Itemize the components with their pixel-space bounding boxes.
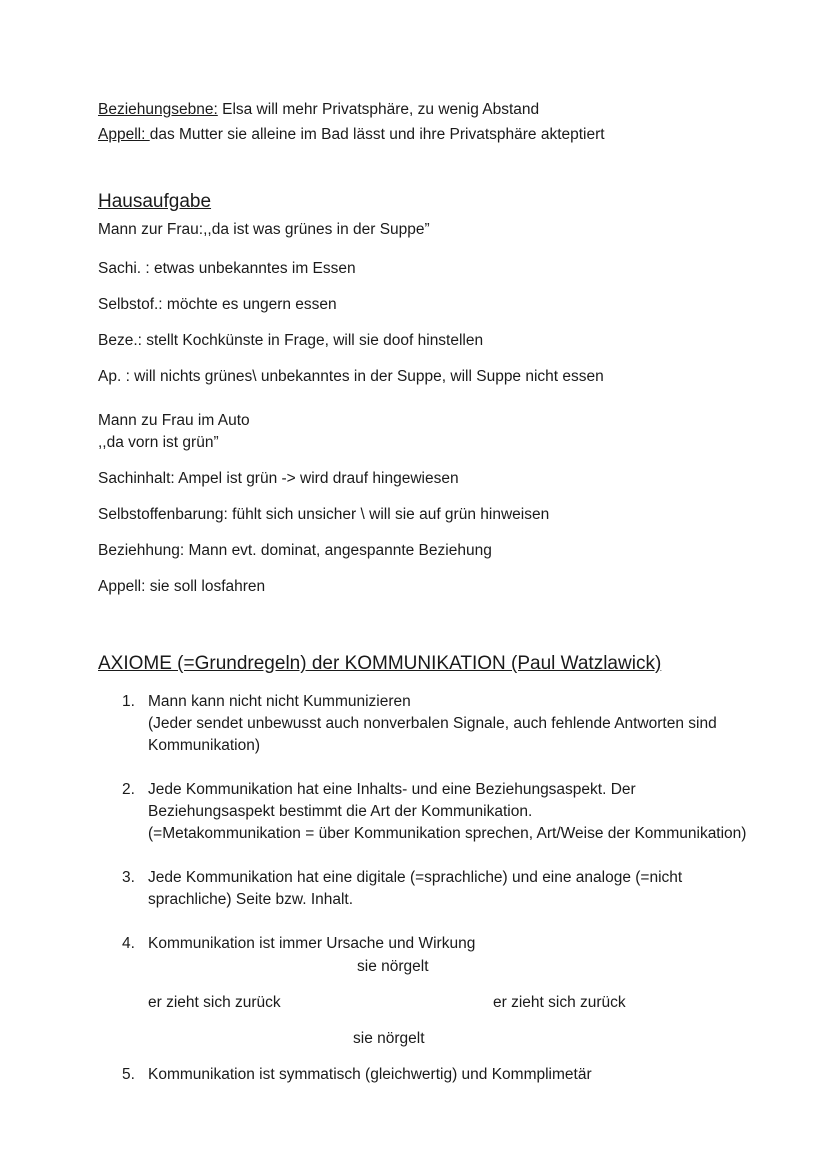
relationship-level-label: Beziehungsebne: [98, 101, 218, 118]
appeal-text: das Mutter sie alleine im Bad lässt und ihre Privatsphäre akteptiert [149, 126, 605, 143]
axiom-3-number: 3. [122, 869, 135, 886]
axiom-1-number: 1. [122, 693, 135, 710]
example2-sach: Sachinhalt: Ampel ist grün -> wird drauf hingewiesen [98, 470, 459, 487]
axiom-5-number: 5. [122, 1066, 135, 1083]
axioms-heading: AXIOME (=Grundregeln) der KOMMUNIKATION (Paul Watzlawick) [98, 653, 662, 674]
example1-selbst: Selbstof.: möchte es ungern essen [98, 296, 337, 313]
axiom-4-text: Kommunikation ist immer Ursache und Wirkung [148, 935, 476, 952]
axiom-5 [148, 1064, 748, 1086]
example1-sach: Sachi. : etwas unbekanntes im Essen [98, 260, 356, 277]
axiom-3 [148, 867, 748, 911]
example2-intro2: ,,da vorn ist grün” [98, 434, 219, 451]
example1-quote: Mann zur Frau:,,da ist was grünes in der Suppe” [98, 221, 430, 238]
axiom-5-text: Kommunikation ist symmatisch (gleichwertig) und Kommplimetär [148, 1066, 592, 1083]
example1-app: Ap. : will nichts grünes\ unbekanntes in der Suppe, will Suppe nicht essen [98, 368, 604, 385]
example1-bez: Beze.: stellt Kochkünste in Frage, will sie doof hinstellen [98, 332, 484, 349]
axiom-1-text: Mann kann nicht nicht Kummunizieren [148, 693, 411, 710]
cycle-top: sie nörgelt [357, 958, 429, 975]
relationship-level-text: Elsa will mehr Privatsphäre, zu wenig Abstand [217, 101, 540, 118]
axiom-2 [148, 779, 748, 845]
axiom-2-sub: (=Metakommunikation = über Kommunikation sprechen, Art/Weise der Kommunikation) [148, 825, 747, 842]
example2-app: Appell: sie soll losfahren [98, 578, 266, 595]
example2-intro1: Mann zu Frau im Auto [98, 412, 250, 429]
cycle-bottom: sie nörgelt [353, 1030, 425, 1047]
axiom-1 [148, 691, 748, 757]
axiom-2-number: 2. [122, 781, 135, 798]
cycle-left: er zieht sich zurück [148, 994, 281, 1011]
axiom-4 [148, 933, 748, 955]
example2-selbst: Selbstoffenbarung: fühlt sich unsicher \ will sie auf grün hinweisen [98, 506, 550, 523]
axiom-4-number: 4. [122, 935, 135, 952]
appeal-line [98, 124, 605, 146]
cycle-right: er zieht sich zurück [493, 994, 626, 1011]
relationship-level-line [98, 99, 539, 121]
example2-bez: Beziehhung: Mann evt. dominat, angespannte Beziehung [98, 542, 492, 559]
homework-heading: Hausaufgabe [98, 191, 212, 212]
axiom-2-text: Jede Kommunikation hat eine Inhalts- und eine Beziehungsaspekt. Der Beziehungsaspekt bestimmt die Art der Kommunikation. [148, 781, 636, 820]
appeal-label: Appell: [98, 126, 150, 143]
axiom-3-text: Jede Kommunikation hat eine digitale (=sprachliche) und eine analoge (=nicht sprachliche) Seite bzw. Inhalt. [148, 869, 683, 908]
axiom-1-sub: (Jeder sendet unbewusst auch nonverbalen Signale, auch fehlende Antworten sind Kommunikation) [148, 715, 717, 754]
